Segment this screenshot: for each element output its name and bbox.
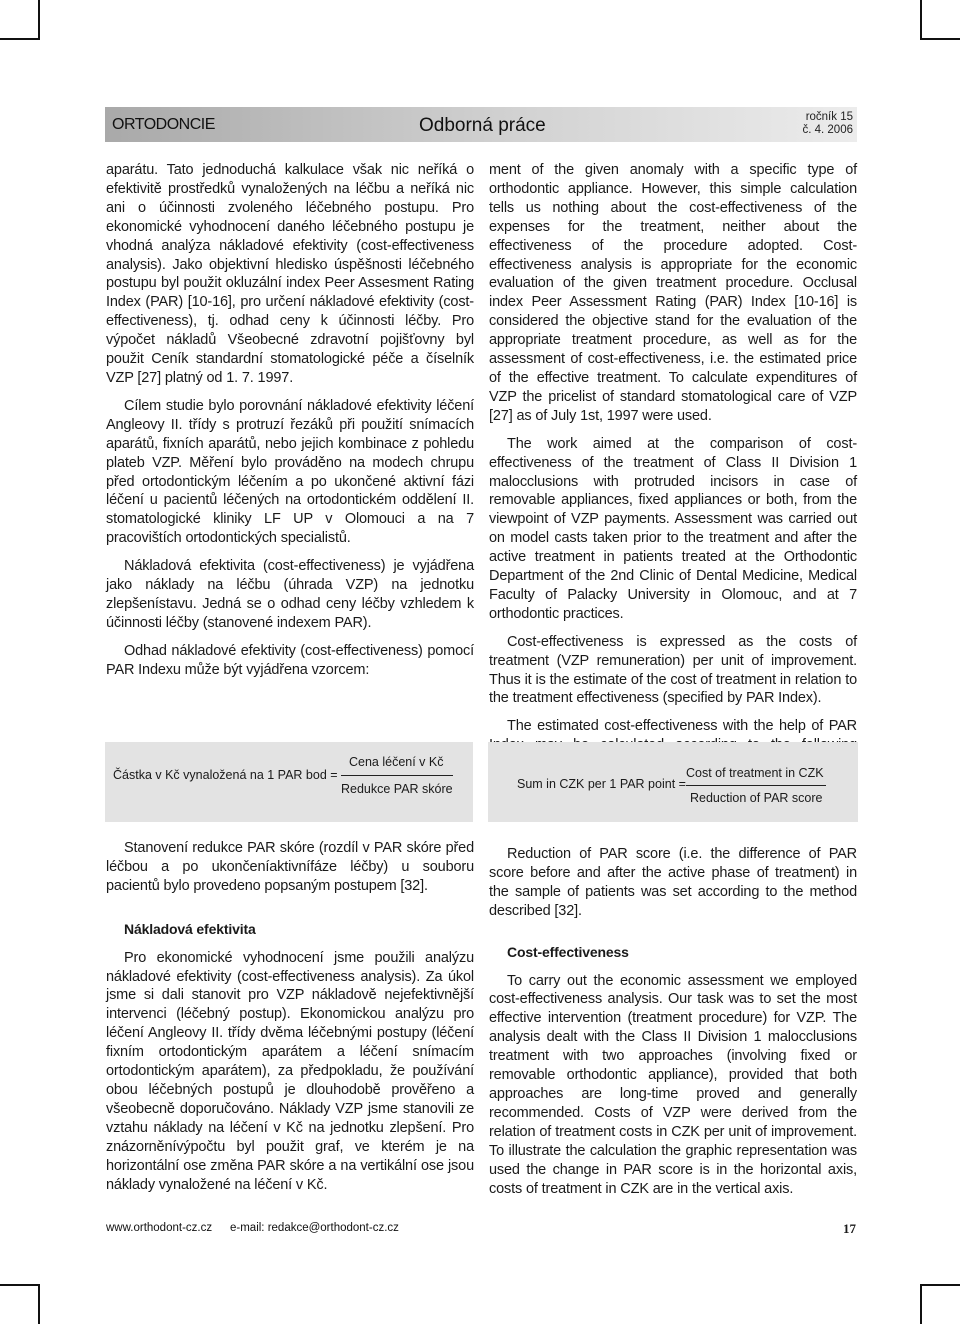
- right-column-bottom: [489, 845, 857, 1207]
- formula-denominator: Reduction of PAR score: [690, 791, 823, 805]
- issue-info: [802, 111, 853, 137]
- fraction-line: [686, 785, 826, 786]
- volume-label: ročník 15: [805, 111, 853, 123]
- paragraph: Pro ekonomické vyhodnocení jsme použili analýzu nákladové efektivity (cost-effectiveness analysis). Za úkol jsme si dali stanovit pro VZP nákladově nejefektivnější intervenci (léčebný postup). Ekonomickou analýzu pro léčení Angleovy II. třídy dvěma léčebnými postupy (léčení fixním ortodontickým aparátem a léčení snímacím ortodontickým aparátem), za předpokladu, že používání obou léčebných postupů je dlouhodobě prověřeno a všeobecně doporučováno. Náklady VZP jsme stanovili ze vztahu náklady na léčení v Kč na jednotku zlepšení. Pro znázorněnívýpočtu byl použit graf, ve kterém je na horizontální ose změna PAR skóre a na vertikální ose jsou náklady vynaložené na léčení v Kč.: [106, 949, 474, 1193]
- journal-header: [105, 107, 857, 142]
- paragraph: Odhad nákladové efektivity (cost-effectiveness) pomocí PAR Indexu může být vyjádřena vzorcem:: [106, 642, 474, 678]
- paragraph: aparátu. Tato jednoduchá kalkulace však nic neříká o efektivitě prostředků vynaložených na léčbu a neříká nic ani o účinnosti zvoleného léčebného postupu. Pro ekonomické vyhodnocení daného léčebného postupu je vhodná analýza nákladové efektivity (cost-effectiveness analysis). Jako objektivní hledisko úspěšnosti léčebného postupu byl použit okluzální index Peer Assesment Rating Index (PAR) [10-16], pro určení nákladové efektivity (cost-effectiveness), tj. odhad ceny k účinnosti léčby. Pro výpočet nákladů Všeobecné zdravotní pojišťovny byl použit Ceník standardní stomatologické péče a číselník VZP [27] platný od 1. 7. 1997.: [106, 162, 474, 386]
- formula-denominator: Redukce PAR skóre: [341, 782, 453, 796]
- email-link[interactable]: e-mail: redakce@orthodont-cz.cz: [230, 1222, 399, 1234]
- page-number: 17: [843, 1221, 856, 1236]
- paragraph: Cílem studie bylo porovnání nákladové efektivity léčení Angleovy II. třídy s protruzí řezáků při použití snímacích aparátů, fixních aparátů, nebo jejich kombinace z pohledu plateb VZP. Měření bylo prováděno na modech chrupu před ortodontickým léčením a po ukončené aktivní fázi léčení u pacientů léčených na ortodontickém oddělení II. stomatologické kliniky LF UP v Olomouci a na 7 pracovištích ortodontických specialistů.: [106, 397, 474, 547]
- formula-numerator: Cena léčení v Kč: [349, 755, 444, 769]
- paragraph: Cost-effectiveness is expressed as the costs of treatment (VZP remuneration) per unit of improvement. Thus it is the estimate of the cost of treatment in relation to the treatment effectiveness (specified by PAR Index).: [489, 633, 857, 707]
- issue-label: č. 4. 2006: [802, 124, 853, 136]
- paragraph: Nákladová efektivita (cost-effectiveness) je vyjádřena jako náklady na léčbu (úhrada VZP) na jednotku zlepšenístavu. Jedná se o odhad ceny léčby vzhledem k účinnosti léčby (stanovené indexem PAR).: [106, 558, 474, 631]
- paragraph: The work aimed at the comparison of cost-effectiveness of the treatment of Class II Division 1 malocclusions with protruded incisors in case of removable appliances, fixed appliances or both, from the viewpoint of VZP payments. Assessment was carried out on model casts taken prior to the treatment and after the active treatment in patients treated at the Orthodontic Department of the 2nd Clinic of Dental Medicine, Medical Faculty of Palacky University in Olomouc, and at 7 orthodontic practices.: [489, 435, 857, 622]
- left-column-bottom: [106, 839, 474, 1203]
- formula-numerator: Cost of treatment in CZK: [686, 766, 824, 780]
- section-heading: Cost-effectiveness: [507, 943, 629, 960]
- paragraph: The estimated cost-effectiveness with the help of PAR: [507, 718, 857, 735]
- crop-mark: [38, 0, 40, 40]
- formula-box-czech: [105, 742, 473, 822]
- paragraph: Reduction of PAR score (i.e. the difference of PAR score before and after the active phase of treatment) in the sample of patients was set according to the method described [32].: [489, 846, 857, 919]
- fraction-line: [341, 775, 453, 776]
- formula-lhs: Sum in CZK per 1 PAR point =: [517, 777, 686, 791]
- section-heading: Nákladová efektivita: [124, 920, 256, 937]
- right-column-top: [489, 161, 857, 783]
- crop-mark: [38, 1284, 40, 1324]
- website-link[interactable]: www.orthodont-cz.cz: [106, 1222, 213, 1234]
- paragraph: ment of the given anomaly with a specific type of orthodontic appliance. However, this simple calculation tells us nothing about the cost-effectiveness of the expenses for the treatment, neither about the effectiveness of the procedure adopted. Cost-effectiveness analysis is appropriate for the economic evaluation of the given treatment procedure. Occlusal index Peer Assessment Rating (PAR) Index [10-16] is considered the objective stand for the evaluation of the appropriate treatment procedure, as well as for the assessment of cost-effectiveness, i.e. the estimated price of the effective treatment. To calculate expenditures of VZP the pricelist of standard stomatological care of VZP [27] as of July 1st, 1997 were used.: [489, 162, 857, 424]
- crop-mark: [920, 1284, 922, 1324]
- crop-mark: [920, 0, 922, 40]
- section-name: ORTODONCIE: [112, 116, 215, 133]
- paragraph: Stanovení redukce PAR skóre (rozdíl v PAR skóre před léčbou a po ukončeníaktivnífáze léčby) u souboru pacientů bylo provedeno popsaným postupem [32].: [106, 840, 474, 894]
- formula-box-english: [488, 742, 858, 822]
- formula-lhs: Částka v Kč vynaložená na 1 PAR bod =: [113, 768, 338, 782]
- paragraph: To carry out the economic assessment we employed cost-effectiveness analysis. Our task was to set the most effective intervention (treatment procedure) for VZP. The analysis dealt with the Class II Division 1 malocclusions treatment with two approaches (involving fixed or removable orthodontic appliance), provided that both approaches are long-time proved and generally recommended. Costs of VZP were derived from the relation of treatment costs in CZK per unit of improvement. To illustrate the calculation the graphic representation was used the change in PAR score is in the horizontal axis, costs of treatment in CZK are in the vertical axis.: [489, 972, 857, 1197]
- article-category: Odborná práce: [419, 115, 546, 136]
- crop-mark: [0, 1284, 40, 1286]
- crop-mark: [0, 38, 40, 40]
- left-column-top: [106, 161, 474, 689]
- crop-mark: [920, 1284, 960, 1286]
- crop-mark: [920, 38, 960, 40]
